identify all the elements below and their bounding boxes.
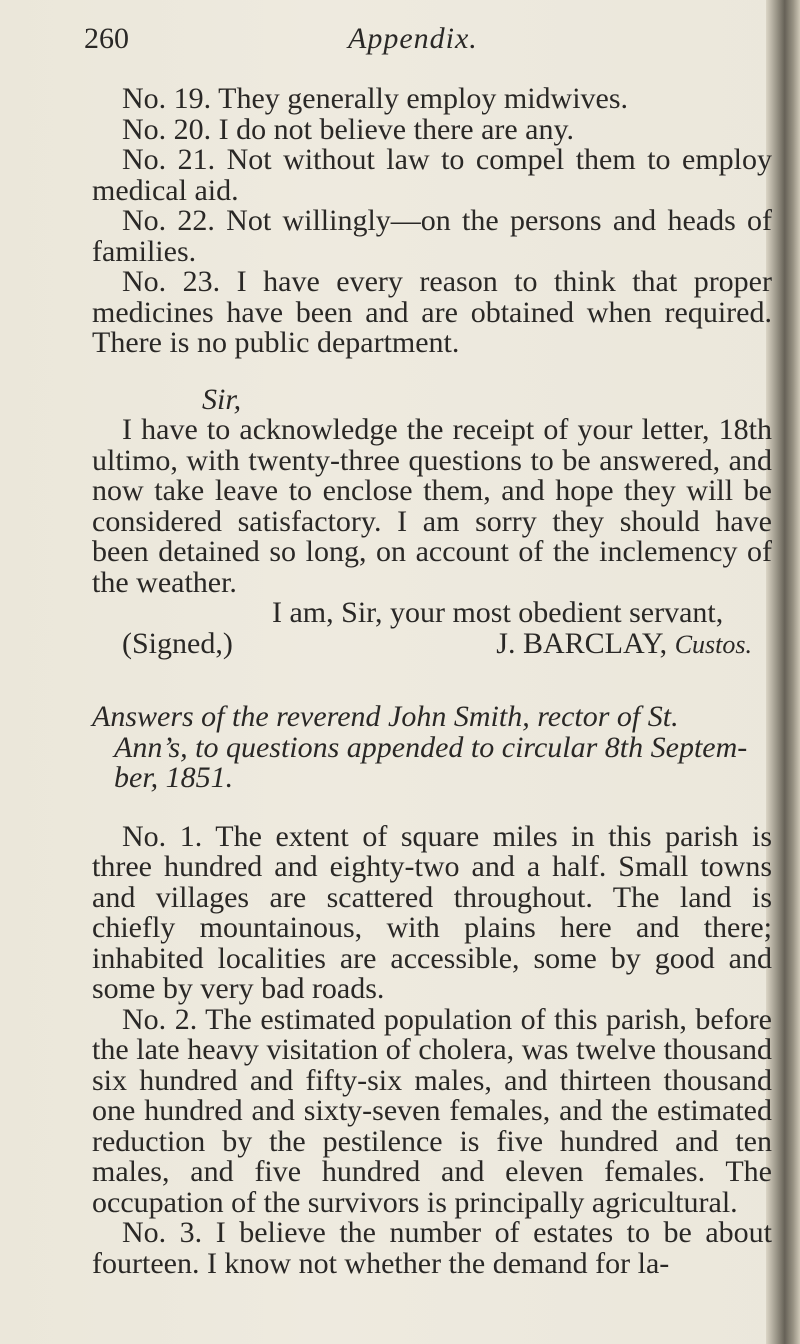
section-heading-line-2: Ann’s, to questions appended to circular 8th Septem-	[114, 730, 748, 764]
answer-3: No. 3. I believe the number of estates to be about fourteen. I know not whether the demand for la-	[92, 1216, 772, 1280]
answer-2: No. 2. The estimated population of this parish, before the late heavy visitation of cholera, was twelve thousand six hundred and fifty-six males, and thirteen thousand one hundred and sixty-seven females, and the estimated reduction by the pestilence is five hundred and ten males, and five hundred and eleven females. The occupation of the survivors is principally agricultural.	[92, 1002, 772, 1219]
letter-signature-line	[92, 626, 772, 661]
running-title: Appendix.	[348, 22, 478, 55]
answer-19: No. 19. They generally employ midwives.	[122, 82, 629, 115]
answer-22: No. 22. Not willingly—on the persons and heads of families.	[92, 204, 772, 268]
answer-21: No. 21. Not without law to compel them to employ medical aid.	[92, 143, 772, 207]
answer-23: No. 23. I have every reason to think that proper medicines have been and are obtained when required. There is no public department.	[92, 265, 772, 359]
signatory-name: J. BARCLAY,	[496, 626, 668, 660]
page-text	[92, 84, 772, 1279]
letter-body: I have to acknowledge the receipt of your letter, 18th ultimo, with twenty-three questions to be answered, and now take leave to enclose them, and hope they will be considered satisfactory. I am sorry they should have been detained so long, on account of the inclemency of the weather.	[92, 413, 772, 599]
signatory	[496, 626, 752, 661]
answer-1: No. 1. The extent of square miles in this parish is three hundred and eighty-two and a half. Small towns and villages are scattered throughout. The land is chiefly mountainous, with plains here and there; inhabited localities are accessible, some by good and some by very bad roads.	[92, 819, 772, 1005]
answer-20: No. 20. I do not believe there are any.	[122, 112, 575, 146]
section-heading-line-1: Answers of the reverend John Smith, rector of St.	[92, 700, 679, 733]
signatory-title: Custos.	[674, 629, 752, 659]
letter-salutation: Sir,	[202, 382, 242, 416]
page-number: 260	[84, 22, 129, 55]
section-heading	[92, 702, 772, 794]
running-head	[84, 22, 724, 64]
signed-label: (Signed,)	[122, 626, 233, 660]
section-heading-line-3: ber, 1851.	[114, 761, 234, 794]
letter-closing: I am, Sir, your most obedient servant,	[272, 596, 724, 629]
